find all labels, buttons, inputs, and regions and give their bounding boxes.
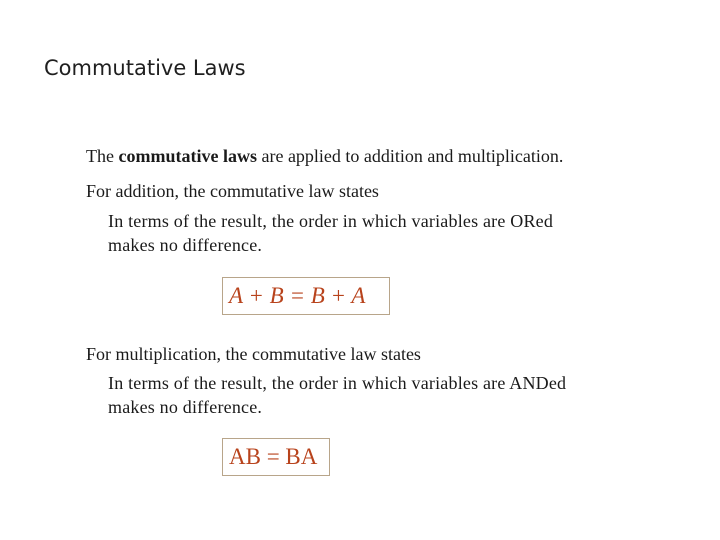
intro-paragraph	[86, 145, 563, 167]
multiplication-heading: For multiplication, the commutative law states	[86, 344, 421, 364]
slide-title: Commutative Laws	[44, 56, 246, 80]
addition-detail-line2: makes no difference.	[108, 235, 263, 255]
multiplication-detail-line2: makes no difference.	[108, 397, 263, 417]
intro-prefix: The	[86, 146, 119, 166]
multiplication-formula: AB = BA	[229, 444, 318, 469]
intro-suffix: are applied to addition and multiplication.	[256, 146, 564, 166]
addition-formula-box	[222, 277, 390, 315]
multiplication-detail-line1: In terms of the result, the order in which variables are ANDed	[108, 373, 567, 393]
addition-formula: A + B = B + A	[229, 283, 366, 308]
multiplication-formula-box	[222, 438, 330, 476]
addition-heading: For addition, the commutative law states	[86, 181, 379, 201]
addition-detail-line1: In terms of the result, the order in which variables are ORed	[108, 211, 554, 231]
intro-bold-term: commutative laws	[118, 146, 257, 166]
